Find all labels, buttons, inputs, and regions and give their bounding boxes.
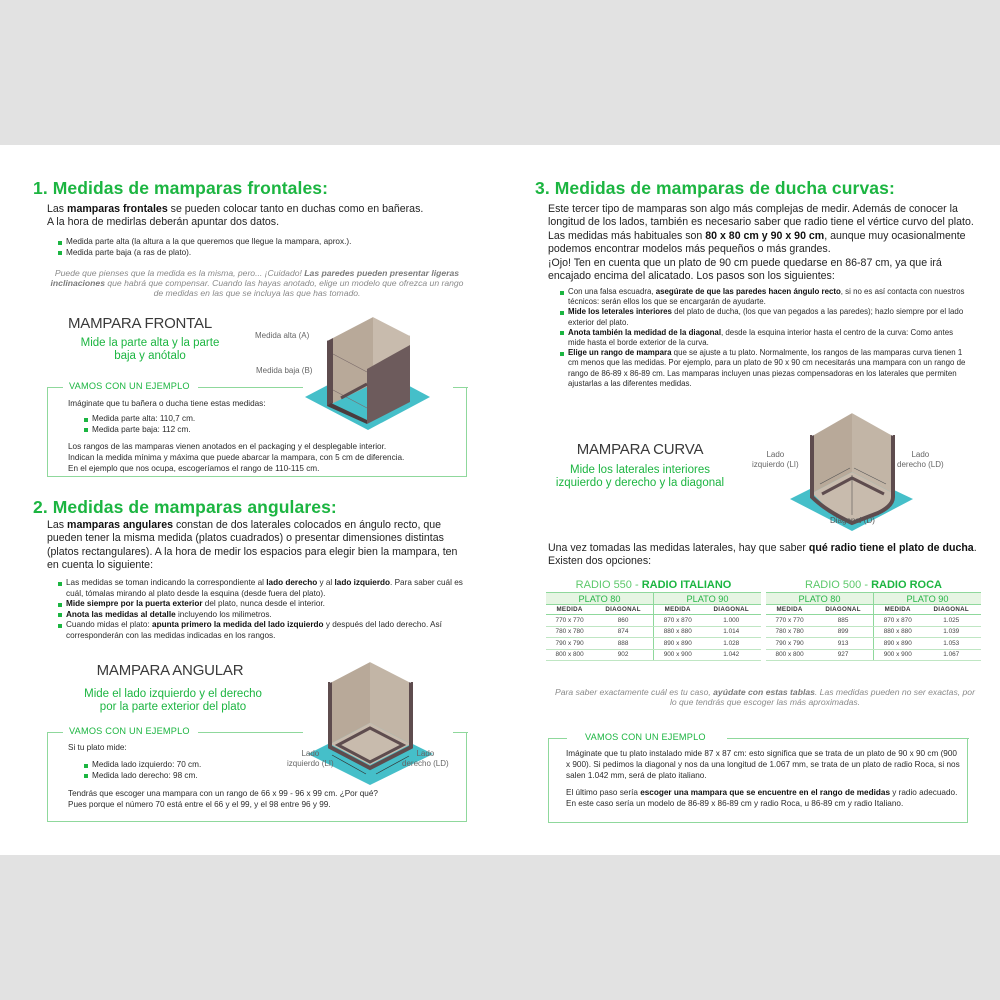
cell: 790 x 790 bbox=[766, 638, 813, 650]
cell: 874 bbox=[593, 626, 653, 638]
table-row bbox=[766, 649, 981, 661]
bullet-bold: Anota las medidas al detalle bbox=[66, 609, 176, 619]
radio-intro-bold: qué radio tiene el plato de ducha bbox=[808, 542, 974, 554]
bullet-item: Medida lado derecho: 98 cm. bbox=[84, 771, 284, 782]
cell: 1.028 bbox=[701, 638, 761, 650]
label-line: izquierdo (LI) bbox=[287, 758, 334, 768]
example-title: VAMOS CON UN EJEMPLO bbox=[585, 732, 706, 742]
section2-intro bbox=[47, 519, 467, 573]
intro-text: se pueden colocar tanto en duchas como en bañeras. bbox=[167, 203, 424, 215]
column-header: MEDIDA bbox=[766, 605, 813, 615]
note-text: que habrá que compensar. Cuando las hayas anotado, elige un modelo que ofrezca un rango de medidas en las que se incluya las que has tomado. bbox=[104, 278, 464, 298]
bullet-bold: Elige un rango de mampara bbox=[568, 348, 672, 358]
table-row bbox=[546, 649, 761, 661]
column-header: DIAGONAL bbox=[701, 605, 761, 615]
table-row bbox=[546, 638, 761, 650]
cell: 913 bbox=[813, 638, 873, 650]
example-bold: escoger una mampara que se encuentre en el rango de medidas bbox=[640, 788, 890, 797]
plato-header: PLATO 90 bbox=[873, 593, 981, 605]
box-border bbox=[48, 732, 63, 733]
section2-title: 2. Medidas de mamparas angulares: bbox=[33, 497, 337, 517]
table-title-light: RADIO 500 - bbox=[805, 579, 872, 591]
bullet-text: y al bbox=[317, 578, 335, 587]
bullet-bold: lado izquierdo bbox=[334, 578, 391, 587]
intro-text: constan de dos laterales colocados en ángulo recto, que pueden tener la misma medida (platos cuadrados) o presentar dimensiones distintas (platos rectangulares). A la hora de medir los espacios para elegir bien la mampara, ten en cuenta lo siguiente: bbox=[47, 519, 458, 572]
bullet-text: , si no es así contacta con nuestros técnicos: serán ellos los que se encargarán de ayudarte. bbox=[568, 287, 965, 307]
cell: 1.053 bbox=[921, 638, 981, 650]
cell: 880 x 880 bbox=[873, 626, 921, 638]
label-lado-izquierdo bbox=[752, 450, 799, 469]
bullet-text: del plato de ducha, (los que van pegados a las paredes); hazlo siempre por el lado exterior del plato. bbox=[568, 307, 964, 327]
cell: 870 x 870 bbox=[653, 615, 701, 627]
intro-line2: ¡Ojo! Ten en cuenta que un plato de 90 cm puede quedarse en 86-87 cm, ya que irá encajado encima del alicatado. Los pasos son los siguientes: bbox=[548, 256, 942, 283]
cell: 770 x 770 bbox=[766, 615, 813, 627]
cell: 902 bbox=[593, 649, 653, 661]
cell: 899 bbox=[813, 626, 873, 638]
bullet-bold: Anota también la medidad de la diagonal bbox=[568, 327, 722, 337]
label-medida-alta: Medida alta (A) bbox=[255, 331, 310, 340]
bullet-bold: apunta primero la medida del lado izquierdo bbox=[152, 620, 324, 630]
box-border bbox=[453, 387, 468, 388]
example-para2 bbox=[566, 787, 964, 809]
cell: 780 x 780 bbox=[546, 626, 593, 638]
diagram-subtitle-angular: Mide el lado izquierdo y el derecho por la parte exterior del plato bbox=[84, 688, 262, 713]
example-line: Tendrás que escoger una mampara con un rango de 66 x 99 - 96 x 99 cm. ¿Por qué? bbox=[68, 789, 378, 798]
intro-text: Este tercer tipo de mamparas son algo más complejas de medir. Además de conocer la longitud de los lados, también es necesario saber que radio tiene el vértice curvo del plato. Las medidas más habituales son bbox=[548, 203, 974, 242]
cell: 1.067 bbox=[921, 649, 981, 661]
plato-header-row bbox=[546, 593, 761, 605]
bullet-item bbox=[560, 328, 970, 348]
cell: 885 bbox=[813, 615, 873, 627]
example-intro: Si tu plato mide: bbox=[68, 743, 127, 752]
cell: 1.025 bbox=[921, 615, 981, 627]
plato-header: PLATO 80 bbox=[546, 593, 653, 605]
column-header: MEDIDA bbox=[653, 605, 701, 615]
table-row bbox=[766, 615, 981, 627]
bullet-item bbox=[560, 287, 970, 307]
example-intro: Imáginate que tu bañera o ducha tiene estas medidas: bbox=[68, 399, 266, 408]
bullet-text: del plato, nunca desde el interior. bbox=[202, 599, 325, 609]
label-line: Lado bbox=[766, 450, 785, 459]
radio-table bbox=[546, 592, 761, 661]
cell: 870 x 870 bbox=[873, 615, 921, 627]
section1-bullets bbox=[58, 237, 468, 258]
example-line: Los rangos de las mamparas vienen anotados en el packaging y el desplegable interior. bbox=[68, 442, 387, 451]
table-row bbox=[546, 615, 761, 627]
cell: 900 x 900 bbox=[653, 649, 701, 661]
brochure-page bbox=[0, 145, 1000, 855]
label-line: derecho (LD) bbox=[402, 758, 449, 768]
cell: 780 x 780 bbox=[766, 626, 813, 638]
diagram-subtitle-frontal: Mide la parte alta y la parte baja y anótalo bbox=[80, 337, 220, 362]
bullet-item: Medida parte baja: 112 cm. bbox=[84, 425, 334, 436]
plato-header: PLATO 90 bbox=[653, 593, 761, 605]
example-title: VAMOS CON UN EJEMPLO bbox=[69, 381, 190, 391]
bullet-item: Medida parte alta: 110,7 cm. bbox=[84, 414, 334, 425]
diagram-subtitle-curva: Mide los laterales interiores izquierdo y derecho y la diagonal bbox=[555, 464, 725, 489]
radio-intro bbox=[548, 542, 978, 569]
cell: 1.000 bbox=[701, 615, 761, 627]
table-row bbox=[766, 626, 981, 638]
section3-note bbox=[555, 687, 975, 707]
cell: 880 x 880 bbox=[653, 626, 701, 638]
box-border bbox=[198, 387, 303, 388]
bullet-item bbox=[58, 610, 468, 621]
bullet-item bbox=[58, 599, 468, 610]
label-line: derecho (LD) bbox=[897, 459, 944, 469]
cell: 860 bbox=[593, 615, 653, 627]
label-medida-baja: Medida baja (B) bbox=[256, 366, 313, 375]
cell: 790 x 790 bbox=[546, 638, 593, 650]
section3-intro bbox=[548, 203, 980, 283]
diagram-title-angular: MAMPARA ANGULAR bbox=[96, 662, 244, 679]
column-header-row bbox=[766, 605, 981, 615]
note-text: . Las medidas pueden no ser exactas, por lo que tendrás que escoger las más aproximadas. bbox=[669, 687, 975, 707]
cell: 890 x 890 bbox=[873, 638, 921, 650]
example-bullets bbox=[84, 760, 284, 781]
box-border bbox=[727, 738, 969, 739]
cell: 888 bbox=[593, 638, 653, 650]
box-border bbox=[198, 732, 303, 733]
example-text: y radio adecuado. En este caso sería un modelo de 86-89 x 86-89 cm y radio Roca, u 86-89 cm y radio Italiano. bbox=[566, 788, 958, 808]
example-line: Pues porque el número 70 está entre el 66 y el 99, y el 98 entre 96 y 99. bbox=[68, 800, 331, 809]
bullet-item bbox=[58, 620, 468, 641]
curved-shower-illustration bbox=[790, 407, 920, 532]
intro-line2: A la hora de medirlas deberán apuntar dos datos. bbox=[47, 216, 280, 229]
bullet-item: Medida parte alta (la altura a la que queremos que llegue la mampara, aprox.). bbox=[58, 237, 468, 248]
note-bold: Las paredes pueden presentar ligeras inclinaciones bbox=[50, 268, 460, 288]
intro-text: Las bbox=[47, 519, 68, 531]
intro-bold: 80 x 80 cm y 90 x 90 cm bbox=[705, 229, 825, 242]
bullet-bold: asegúrate de que las paredes hacen ángulo recto bbox=[655, 287, 841, 296]
intro-bold: mamparas angulares bbox=[67, 519, 174, 531]
column-header: DIAGONAL bbox=[593, 605, 653, 615]
section3-title: 3. Medidas de mamparas de ducha curvas: bbox=[535, 178, 895, 198]
column-header-row bbox=[546, 605, 761, 615]
table-radio-roca bbox=[766, 579, 981, 661]
bullet-text: que se ajuste a tu plato. Normalmente, los rangos de las mamparas curva tienen 1 cm menos que las medidas. Por ejemplo, para un plato de 90 x 90 cm necesitarás una mampara con un rango de rango de 86-89 x 86-89 cm. Las mamparas incluyen unas piezas compensadoras en los laterales que permiten ajustarlas a las diferentes medidas. bbox=[568, 348, 966, 388]
example-explanation bbox=[68, 788, 463, 810]
column-header: DIAGONAL bbox=[813, 605, 873, 615]
bullet-item bbox=[58, 578, 468, 599]
radio-intro-text: . Existen dos opciones: bbox=[548, 542, 977, 568]
diagram-title-frontal: MAMPARA FRONTAL bbox=[68, 315, 212, 332]
intro-text: , aunque muy ocasionalmente podemos encontrar modelos más pequeños o más grandes. bbox=[548, 229, 966, 256]
cell: 900 x 900 bbox=[873, 649, 921, 661]
bullet-bold: Mide los leterales interiores bbox=[568, 307, 672, 317]
column-header: DIAGONAL bbox=[921, 605, 981, 615]
example-text: El último paso sería bbox=[566, 788, 641, 797]
bullet-bold: Mide siempre por la puerta exterior bbox=[66, 599, 203, 609]
note-bold: ayúdate con estas tablas bbox=[713, 687, 815, 697]
label-line: Lado bbox=[416, 749, 435, 758]
bullet-item bbox=[560, 307, 970, 327]
section1-title: 1. Medidas de mamparas frontales: bbox=[33, 178, 329, 198]
bullet-text: , desde la esquina interior hasta el centro de la curva: Como antes mide hasta el borde exterior de la curva. bbox=[568, 327, 954, 348]
example-line: En el ejemplo que nos ocupa, escogeríamos el rango de 110-115 cm. bbox=[68, 464, 320, 473]
bullet-text: y después del lado derecho. Así corresponderán con las medidas indicadas en los rangos. bbox=[66, 620, 442, 640]
table-title-light: RADIO 550 - bbox=[575, 579, 642, 591]
box-border bbox=[48, 387, 63, 388]
section1-intro bbox=[47, 203, 467, 230]
note-text: Puede que pienses que la medida es la misma, pero... ¡Cuidado! bbox=[54, 268, 305, 278]
diagram-title-curva: MAMPARA CURVA bbox=[576, 441, 704, 458]
section3-bullets bbox=[560, 287, 970, 389]
intro-text: Las bbox=[47, 203, 68, 215]
cell: 800 x 800 bbox=[766, 649, 813, 661]
bullet-item: Medida parte baja (a ras de plato). bbox=[58, 248, 468, 259]
cell: 770 x 770 bbox=[546, 615, 593, 627]
label-lado-derecho bbox=[897, 450, 944, 469]
label-line: Lado bbox=[301, 749, 320, 758]
bullet-bold: lado derecho bbox=[266, 578, 318, 587]
cell: 1.014 bbox=[701, 626, 761, 638]
example-para1: Imáginate que tu plato instalado mide 87 x 87 cm: esto significa que se trata de un plato de 90 x 90 cm (900 x 900). Si pedimos la diagonal y nos da una longitud de 1.067 mm, se trata de un plato de radio Roca, si nos salen 1.042 mm, será de plato italiano. bbox=[566, 749, 960, 780]
section1-note bbox=[46, 268, 468, 298]
example-line: Indican la medida mínima y máxima que puede abarcar la mampara, con 5 cm de diferencia. bbox=[68, 453, 405, 462]
bullet-text: incluyendo los milimetros. bbox=[175, 609, 272, 619]
plato-header-row bbox=[766, 593, 981, 605]
table-title-bold: RADIO ITALIANO bbox=[641, 579, 732, 591]
box-border bbox=[453, 732, 468, 733]
column-header: MEDIDA bbox=[546, 605, 593, 615]
bullet-text: Las medidas se toman indicando la correspondiente al bbox=[66, 578, 267, 587]
note-text: Para saber exactamente cuál es tu caso, bbox=[555, 687, 714, 697]
label-line: izquierdo (LI) bbox=[752, 459, 799, 469]
table-radio-italiano bbox=[546, 579, 761, 661]
bullet-item: Medida lado izquierdo: 70 cm. bbox=[84, 760, 284, 771]
radio-table bbox=[766, 592, 981, 661]
table-row bbox=[766, 638, 981, 650]
example-explanation bbox=[68, 441, 463, 474]
plato-header: PLATO 80 bbox=[766, 593, 873, 605]
table-title bbox=[766, 579, 981, 592]
bullet-text: Cuando midas el plato: bbox=[66, 620, 153, 630]
radio-intro-text: Una vez tomadas las medidas laterales, hay que saber bbox=[548, 542, 809, 554]
bullet-item bbox=[560, 348, 970, 389]
cell: 800 x 800 bbox=[546, 649, 593, 661]
cell: 890 x 890 bbox=[653, 638, 701, 650]
column-header: MEDIDA bbox=[873, 605, 921, 615]
table-title-bold: RADIO ROCA bbox=[871, 579, 942, 591]
example-title: VAMOS CON UN EJEMPLO bbox=[69, 726, 190, 736]
label-diagonal: Diagonal (D) bbox=[830, 516, 875, 525]
table-row bbox=[546, 626, 761, 638]
cell: 1.039 bbox=[921, 626, 981, 638]
box-border bbox=[549, 738, 567, 739]
bullet-text: Con una falsa escuadra, bbox=[568, 287, 656, 296]
section2-bullets bbox=[58, 578, 468, 642]
cell: 927 bbox=[813, 649, 873, 661]
label-line: Lado bbox=[911, 450, 930, 459]
example-bullets bbox=[84, 414, 334, 435]
bullet-text: . Para saber cuál es cuál, tómalas mirando al plato desde la esquina (desde fuera del plato). bbox=[66, 578, 463, 598]
table-title bbox=[546, 579, 761, 592]
cell: 1.042 bbox=[701, 649, 761, 661]
intro-bold: mamparas frontales bbox=[67, 203, 168, 215]
